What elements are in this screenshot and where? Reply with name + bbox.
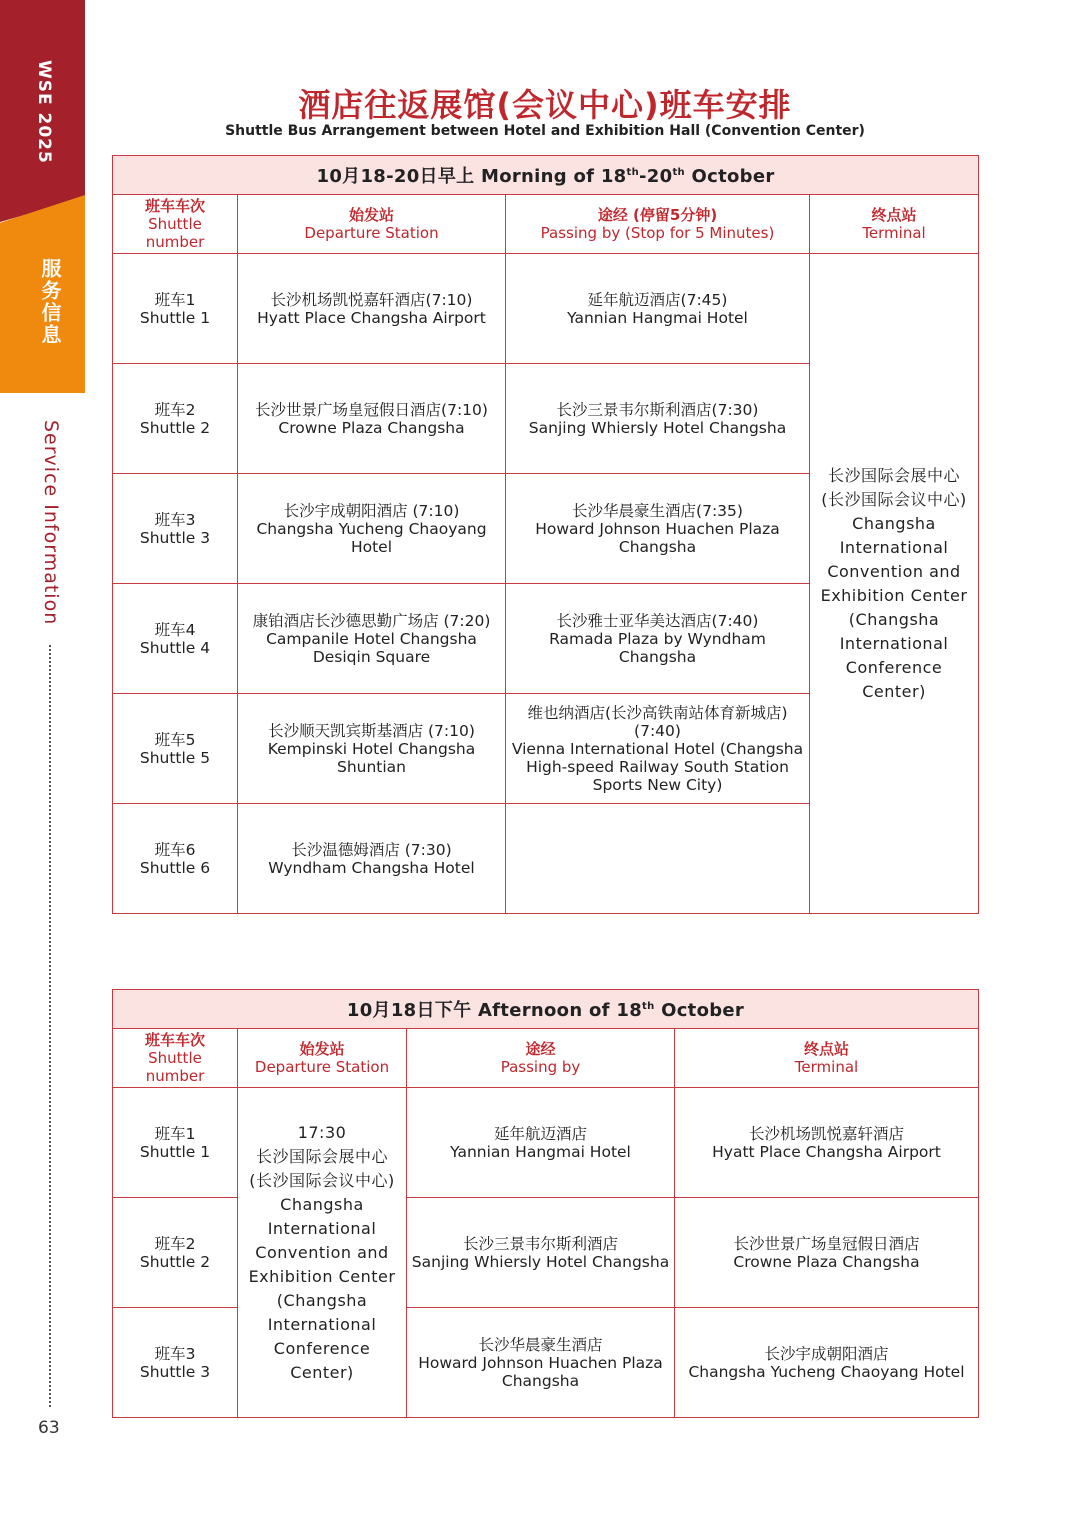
header-terminal: 终点站 Terminal [675,1029,979,1088]
terminal-cell: 长沙世景广场皇冠假日酒店 Crowne Plaza Changsha [675,1198,979,1308]
shuttle-cell: 班车1 Shuttle 1 [113,1088,238,1198]
departure-cell: 康铂酒店长沙德思勤广场店 (7:20) Campanile Hotel Changsha Desiqin Square [238,584,506,694]
departure-cell: 17:30 长沙国际会展中心 (长沙国际会议中心) Changsha International Convention and Exhibition Center (Changsha International Conference Center) [238,1088,407,1418]
passing-cell: 维也纳酒店(长沙高铁南站体育新城店) (7:40) Vienna International Hotel (Changsha High-speed Railway South Station Sports New City) [506,694,810,804]
departure-cell: 长沙宇成朝阳酒店 (7:10) Changsha Yucheng Chaoyang Hotel [238,474,506,584]
table-row [113,1088,979,1198]
terminal-cell: 长沙国际会展中心 (长沙国际会议中心) Changsha International Convention and Exhibition Center (Changsha International Conference Center) [810,254,979,914]
header-departure: 始发站 Departure Station [238,195,506,254]
shuttle-cell: 班车3 Shuttle 3 [113,1308,238,1418]
shuttle-cell: 班车3 Shuttle 3 [113,474,238,584]
passing-cell: 长沙华晨豪生酒店(7:35) Howard Johnson Huachen Plaza Changsha [506,474,810,584]
header-passing: 途经 (停留5分钟) Passing by (Stop for 5 Minutes) [506,195,810,254]
shuttle-cell: 班车2 Shuttle 2 [113,364,238,474]
passing-cell: 延年航迈酒店(7:45) Yannian Hangmai Hotel [506,254,810,364]
page-number: 63 [38,1418,60,1438]
wse-label: WSE 2025 [34,60,54,164]
shuttle-cell: 班车4 Shuttle 4 [113,584,238,694]
shuttle-cell: 班车2 Shuttle 2 [113,1198,238,1308]
side-divider [49,645,51,1407]
shuttle-cell: 班车6 Shuttle 6 [113,804,238,914]
table-row [113,254,979,364]
passing-cell [506,804,810,914]
passing-cell: 长沙三景韦尔斯利酒店 Sanjing Whiersly Hotel Changsha [407,1198,675,1308]
section-label-cn: 服务信息 [38,258,62,346]
passing-cell: 长沙雅士亚华美达酒店(7:40) Ramada Plaza by Wyndham Changsha [506,584,810,694]
header-shuttle: 班车车次 Shuttle number [113,1029,238,1088]
morning-banner: 10月18-20日早上 Morning of 18th-20th October [113,156,979,195]
afternoon-banner: 10月18日下午 Afternoon of 18th October [113,990,979,1029]
section-label-en: Service Information [40,420,62,626]
shuttle-cell: 班车1 Shuttle 1 [113,254,238,364]
header-shuttle: 班车车次 Shuttle number [113,195,238,254]
passing-cell: 长沙三景韦尔斯利酒店(7:30) Sanjing Whiersly Hotel Changsha [506,364,810,474]
shuttle-cell: 班车5 Shuttle 5 [113,694,238,804]
departure-cell: 长沙机场凯悦嘉轩酒店(7:10) Hyatt Place Changsha Airport [238,254,506,364]
header-passing: 途经 Passing by [407,1029,675,1088]
passing-cell: 延年航迈酒店 Yannian Hangmai Hotel [407,1088,675,1198]
afternoon-schedule-table [112,989,979,1418]
morning-schedule-table [112,155,979,914]
departure-cell: 长沙温德姆酒店 (7:30) Wyndham Changsha Hotel [238,804,506,914]
terminal-cell: 长沙宇成朝阳酒店 Changsha Yucheng Chaoyang Hotel [675,1308,979,1418]
header-terminal: 终点站 Terminal [810,195,979,254]
departure-cell: 长沙顺天凯宾斯基酒店 (7:10) Kempinski Hotel Changsha Shuntian [238,694,506,804]
departure-cell: 长沙世景广场皇冠假日酒店(7:10) Crowne Plaza Changsha [238,364,506,474]
page-subtitle: Shuttle Bus Arrangement between Hotel and Exhibition Hall (Convention Center) [225,123,865,139]
header-departure: 始发站 Departure Station [238,1029,407,1088]
passing-cell: 长沙华晨豪生酒店 Howard Johnson Huachen Plaza Changsha [407,1308,675,1418]
terminal-cell: 长沙机场凯悦嘉轩酒店 Hyatt Place Changsha Airport [675,1088,979,1198]
page-title: 酒店往返展馆(会议中心)班车安排 [298,86,792,124]
